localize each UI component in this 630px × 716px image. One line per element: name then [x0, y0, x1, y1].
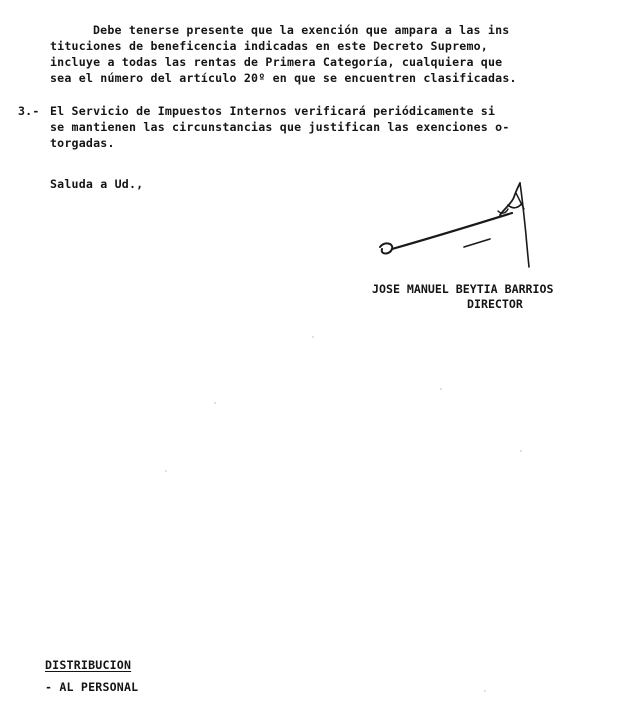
paragraph-1-line-2: tituciones de beneficencia indicadas en este Decreto Supremo, — [50, 39, 488, 53]
signatory-name: JOSE MANUEL BEYTIA BARRIOS — [372, 282, 554, 296]
closing-salutation: Saluda a Ud., — [50, 177, 144, 191]
scan-speck — [312, 336, 314, 338]
scan-speck — [520, 450, 522, 452]
handwritten-signature — [372, 175, 552, 275]
item-3-line-1: El Servicio de Impuestos Internos verificará periódicamente si — [50, 104, 496, 118]
item-3-number: 3.- — [18, 104, 40, 118]
distribution-item: - AL PERSONAL — [45, 680, 139, 694]
signatory-title: DIRECTOR — [467, 297, 523, 311]
scan-speck — [440, 388, 442, 390]
item-3-line-3: torgadas. — [50, 136, 115, 150]
paragraph-1-line-1: Debe tenerse presente que la exención que ampara a las ins — [93, 23, 510, 37]
distribution-heading: DISTRIBUCION — [45, 658, 132, 672]
paragraph-1-line-4: sea el número del artículo 20º en que se encuentren clasificadas. — [50, 71, 517, 85]
scan-speck — [484, 690, 486, 692]
paragraph-1-line-3: incluye a todas las rentas de Primera Categoría, cualquiera que — [50, 55, 503, 69]
scan-speck — [165, 470, 167, 472]
item-3-line-2: se mantienen las circunstancias que justifican las exenciones o- — [50, 120, 510, 134]
scan-speck — [214, 402, 216, 404]
